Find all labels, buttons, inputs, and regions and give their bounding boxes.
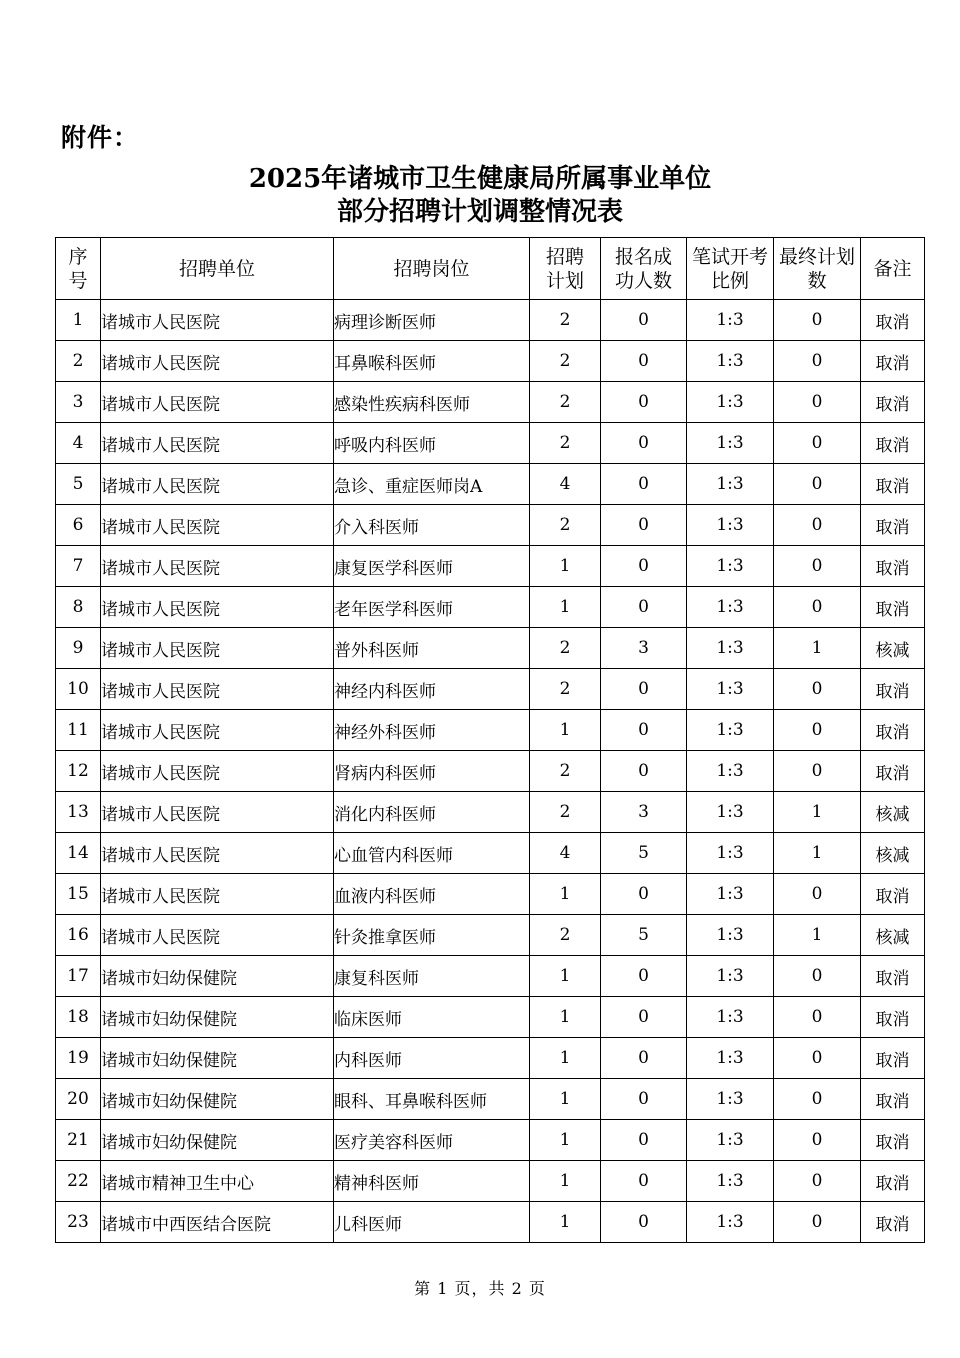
row-final-plan: 0 [774, 382, 861, 423]
row-applicants: 0 [601, 341, 687, 382]
table-row [56, 1120, 925, 1161]
row-position: 内科医师 [334, 1038, 530, 1079]
row-plan: 1 [530, 710, 601, 751]
table-row [56, 546, 925, 587]
row-position: 消化内科医师 [334, 792, 530, 833]
table-row [56, 751, 925, 792]
table-row [56, 1038, 925, 1079]
row-exam-ratio: 1:3 [687, 751, 774, 792]
row-final-plan: 1 [774, 792, 861, 833]
row-unit: 诸城市中西医结合医院 [101, 1202, 334, 1243]
row-index: 23 [56, 1202, 101, 1243]
row-position: 急诊、重症医师岗A [334, 464, 530, 505]
row-index: 4 [56, 423, 101, 464]
row-remarks: 取消 [861, 669, 925, 710]
row-unit: 诸城市人民医院 [101, 546, 334, 587]
row-final-plan: 0 [774, 874, 861, 915]
header-final-plan: 最终计划数 [774, 238, 861, 300]
row-final-plan: 0 [774, 1202, 861, 1243]
row-remarks: 核减 [861, 915, 925, 956]
row-position: 医疗美容科医师 [334, 1120, 530, 1161]
row-position: 感染性疾病科医师 [334, 382, 530, 423]
header-plan: 招聘计划 [530, 238, 601, 300]
row-remarks: 核减 [861, 628, 925, 669]
row-exam-ratio: 1:3 [687, 1202, 774, 1243]
row-unit: 诸城市人民医院 [101, 792, 334, 833]
row-exam-ratio: 1:3 [687, 833, 774, 874]
row-applicants: 0 [601, 382, 687, 423]
row-plan: 2 [530, 423, 601, 464]
row-applicants: 0 [601, 710, 687, 751]
row-unit: 诸城市人民医院 [101, 874, 334, 915]
row-final-plan: 0 [774, 505, 861, 546]
row-position: 血液内科医师 [334, 874, 530, 915]
attachment-label: 附件： [61, 123, 140, 152]
row-remarks: 取消 [861, 1202, 925, 1243]
row-final-plan: 0 [774, 587, 861, 628]
row-final-plan: 1 [774, 833, 861, 874]
row-applicants: 0 [601, 423, 687, 464]
row-position: 儿科医师 [334, 1202, 530, 1243]
row-position: 临床医师 [334, 997, 530, 1038]
row-exam-ratio: 1:3 [687, 300, 774, 341]
table-row [56, 505, 925, 546]
row-final-plan: 0 [774, 423, 861, 464]
row-applicants: 0 [601, 1120, 687, 1161]
header-applicants: 报名成功人数 [601, 238, 687, 300]
row-unit: 诸城市人民医院 [101, 915, 334, 956]
row-plan: 1 [530, 1161, 601, 1202]
row-index: 8 [56, 587, 101, 628]
row-remarks: 取消 [861, 1120, 925, 1161]
row-unit: 诸城市妇幼保健院 [101, 1038, 334, 1079]
header-remarks: 备注 [861, 238, 925, 300]
row-index: 20 [56, 1079, 101, 1120]
row-index: 18 [56, 997, 101, 1038]
row-exam-ratio: 1:3 [687, 915, 774, 956]
row-position: 眼科、耳鼻喉科医师 [334, 1079, 530, 1120]
row-plan: 1 [530, 874, 601, 915]
row-index: 12 [56, 751, 101, 792]
recruitment-plan-table [55, 237, 925, 1243]
row-applicants: 0 [601, 505, 687, 546]
row-remarks: 核减 [861, 792, 925, 833]
row-position: 神经外科医师 [334, 710, 530, 751]
table-row [56, 423, 925, 464]
row-applicants: 0 [601, 956, 687, 997]
row-index: 7 [56, 546, 101, 587]
row-applicants: 0 [601, 874, 687, 915]
row-final-plan: 0 [774, 1079, 861, 1120]
row-remarks: 取消 [861, 505, 925, 546]
row-remarks: 取消 [861, 587, 925, 628]
row-exam-ratio: 1:3 [687, 505, 774, 546]
row-remarks: 取消 [861, 1161, 925, 1202]
row-remarks: 取消 [861, 423, 925, 464]
row-plan: 1 [530, 997, 601, 1038]
row-position: 精神科医师 [334, 1161, 530, 1202]
row-applicants: 0 [601, 546, 687, 587]
row-index: 15 [56, 874, 101, 915]
row-remarks: 取消 [861, 382, 925, 423]
header-exam-ratio: 笔试开考比例 [687, 238, 774, 300]
table-row [56, 1202, 925, 1243]
row-position: 老年医学科医师 [334, 587, 530, 628]
row-exam-ratio: 1:3 [687, 587, 774, 628]
page-footer: 第 1 页，共 2 页 [414, 1279, 546, 1298]
row-remarks: 取消 [861, 1038, 925, 1079]
table-row [56, 956, 925, 997]
row-unit: 诸城市人民医院 [101, 833, 334, 874]
row-final-plan: 0 [774, 1120, 861, 1161]
row-final-plan: 0 [774, 1038, 861, 1079]
row-exam-ratio: 1:3 [687, 792, 774, 833]
row-index: 22 [56, 1161, 101, 1202]
row-applicants: 5 [601, 915, 687, 956]
row-plan: 2 [530, 628, 601, 669]
row-exam-ratio: 1:3 [687, 1120, 774, 1161]
table-row [56, 464, 925, 505]
row-plan: 1 [530, 1202, 601, 1243]
row-exam-ratio: 1:3 [687, 669, 774, 710]
row-index: 5 [56, 464, 101, 505]
row-unit: 诸城市人民医院 [101, 423, 334, 464]
row-exam-ratio: 1:3 [687, 546, 774, 587]
row-exam-ratio: 1:3 [687, 997, 774, 1038]
row-exam-ratio: 1:3 [687, 710, 774, 751]
row-plan: 2 [530, 341, 601, 382]
row-position: 针灸推拿医师 [334, 915, 530, 956]
row-applicants: 3 [601, 628, 687, 669]
row-remarks: 取消 [861, 464, 925, 505]
table-row [56, 833, 925, 874]
row-plan: 2 [530, 669, 601, 710]
table-row [56, 874, 925, 915]
row-plan: 1 [530, 587, 601, 628]
row-index: 9 [56, 628, 101, 669]
table-row [56, 628, 925, 669]
table-row [56, 587, 925, 628]
row-index: 1 [56, 300, 101, 341]
header-position: 招聘岗位 [334, 238, 530, 300]
row-index: 2 [56, 341, 101, 382]
row-applicants: 0 [601, 1079, 687, 1120]
row-unit: 诸城市人民医院 [101, 382, 334, 423]
row-exam-ratio: 1:3 [687, 464, 774, 505]
row-plan: 4 [530, 833, 601, 874]
row-position: 介入科医师 [334, 505, 530, 546]
row-applicants: 5 [601, 833, 687, 874]
row-remarks: 取消 [861, 956, 925, 997]
row-unit: 诸城市人民医院 [101, 505, 334, 546]
row-applicants: 0 [601, 464, 687, 505]
row-final-plan: 0 [774, 997, 861, 1038]
row-plan: 2 [530, 300, 601, 341]
row-remarks: 取消 [861, 1079, 925, 1120]
row-unit: 诸城市人民医院 [101, 628, 334, 669]
row-applicants: 0 [601, 997, 687, 1038]
row-remarks: 取消 [861, 997, 925, 1038]
row-plan: 2 [530, 915, 601, 956]
row-unit: 诸城市人民医院 [101, 669, 334, 710]
row-plan: 1 [530, 1120, 601, 1161]
table-row [56, 382, 925, 423]
row-final-plan: 0 [774, 956, 861, 997]
row-index: 19 [56, 1038, 101, 1079]
row-exam-ratio: 1:3 [687, 1079, 774, 1120]
row-exam-ratio: 1:3 [687, 423, 774, 464]
row-position: 呼吸内科医师 [334, 423, 530, 464]
row-applicants: 0 [601, 1161, 687, 1202]
row-final-plan: 0 [774, 1161, 861, 1202]
row-remarks: 核减 [861, 833, 925, 874]
row-remarks: 取消 [861, 300, 925, 341]
row-plan: 4 [530, 464, 601, 505]
row-exam-ratio: 1:3 [687, 382, 774, 423]
row-unit: 诸城市人民医院 [101, 341, 334, 382]
row-index: 6 [56, 505, 101, 546]
row-applicants: 0 [601, 1202, 687, 1243]
row-unit: 诸城市人民医院 [101, 587, 334, 628]
row-plan: 2 [530, 751, 601, 792]
table-row [56, 1079, 925, 1120]
row-index: 17 [56, 956, 101, 997]
header-index: 序号 [56, 238, 101, 300]
row-plan: 2 [530, 505, 601, 546]
row-exam-ratio: 1:3 [687, 341, 774, 382]
row-plan: 1 [530, 1038, 601, 1079]
row-unit: 诸城市人民医院 [101, 464, 334, 505]
row-remarks: 取消 [861, 341, 925, 382]
row-exam-ratio: 1:3 [687, 956, 774, 997]
row-unit: 诸城市人民医院 [101, 710, 334, 751]
row-final-plan: 0 [774, 751, 861, 792]
row-index: 13 [56, 792, 101, 833]
row-final-plan: 1 [774, 628, 861, 669]
table-row [56, 915, 925, 956]
row-index: 16 [56, 915, 101, 956]
row-unit: 诸城市妇幼保健院 [101, 1079, 334, 1120]
row-unit: 诸城市精神卫生中心 [101, 1161, 334, 1202]
row-exam-ratio: 1:3 [687, 1161, 774, 1202]
header-unit: 招聘单位 [101, 238, 334, 300]
row-applicants: 0 [601, 300, 687, 341]
row-unit: 诸城市人民医院 [101, 751, 334, 792]
row-position: 心血管内科医师 [334, 833, 530, 874]
row-position: 普外科医师 [334, 628, 530, 669]
row-final-plan: 1 [774, 915, 861, 956]
row-plan: 1 [530, 956, 601, 997]
table-row [56, 1161, 925, 1202]
table-row [56, 341, 925, 382]
table-row [56, 997, 925, 1038]
row-position: 康复科医师 [334, 956, 530, 997]
row-position: 肾病内科医师 [334, 751, 530, 792]
row-final-plan: 0 [774, 300, 861, 341]
row-position: 康复医学科医师 [334, 546, 530, 587]
row-remarks: 取消 [861, 546, 925, 587]
row-position: 神经内科医师 [334, 669, 530, 710]
table-row [56, 710, 925, 751]
row-plan: 1 [530, 1079, 601, 1120]
row-final-plan: 0 [774, 464, 861, 505]
row-index: 3 [56, 382, 101, 423]
row-final-plan: 0 [774, 341, 861, 382]
row-exam-ratio: 1:3 [687, 1038, 774, 1079]
row-applicants: 0 [601, 1038, 687, 1079]
table-row [56, 669, 925, 710]
document-title: 2025年诸城市卫生健康局所属事业单位 [248, 164, 712, 194]
row-plan: 1 [530, 546, 601, 587]
table-row [56, 792, 925, 833]
row-unit: 诸城市妇幼保健院 [101, 956, 334, 997]
document-subtitle: 部分招聘计划调整情况表 [336, 197, 623, 227]
row-exam-ratio: 1:3 [687, 628, 774, 669]
row-index: 10 [56, 669, 101, 710]
row-index: 11 [56, 710, 101, 751]
row-final-plan: 0 [774, 710, 861, 751]
row-applicants: 0 [601, 751, 687, 792]
row-plan: 2 [530, 382, 601, 423]
row-unit: 诸城市妇幼保健院 [101, 1120, 334, 1161]
row-exam-ratio: 1:3 [687, 874, 774, 915]
row-applicants: 3 [601, 792, 687, 833]
row-final-plan: 0 [774, 546, 861, 587]
row-remarks: 取消 [861, 751, 925, 792]
row-applicants: 0 [601, 587, 687, 628]
row-position: 耳鼻喉科医师 [334, 341, 530, 382]
row-plan: 2 [530, 792, 601, 833]
table-header-row [56, 238, 925, 300]
row-index: 21 [56, 1120, 101, 1161]
row-position: 病理诊断医师 [334, 300, 530, 341]
row-remarks: 取消 [861, 874, 925, 915]
row-unit: 诸城市妇幼保健院 [101, 997, 334, 1038]
table-row [56, 300, 925, 341]
row-unit: 诸城市人民医院 [101, 300, 334, 341]
row-final-plan: 0 [774, 669, 861, 710]
row-remarks: 取消 [861, 710, 925, 751]
row-applicants: 0 [601, 669, 687, 710]
row-index: 14 [56, 833, 101, 874]
